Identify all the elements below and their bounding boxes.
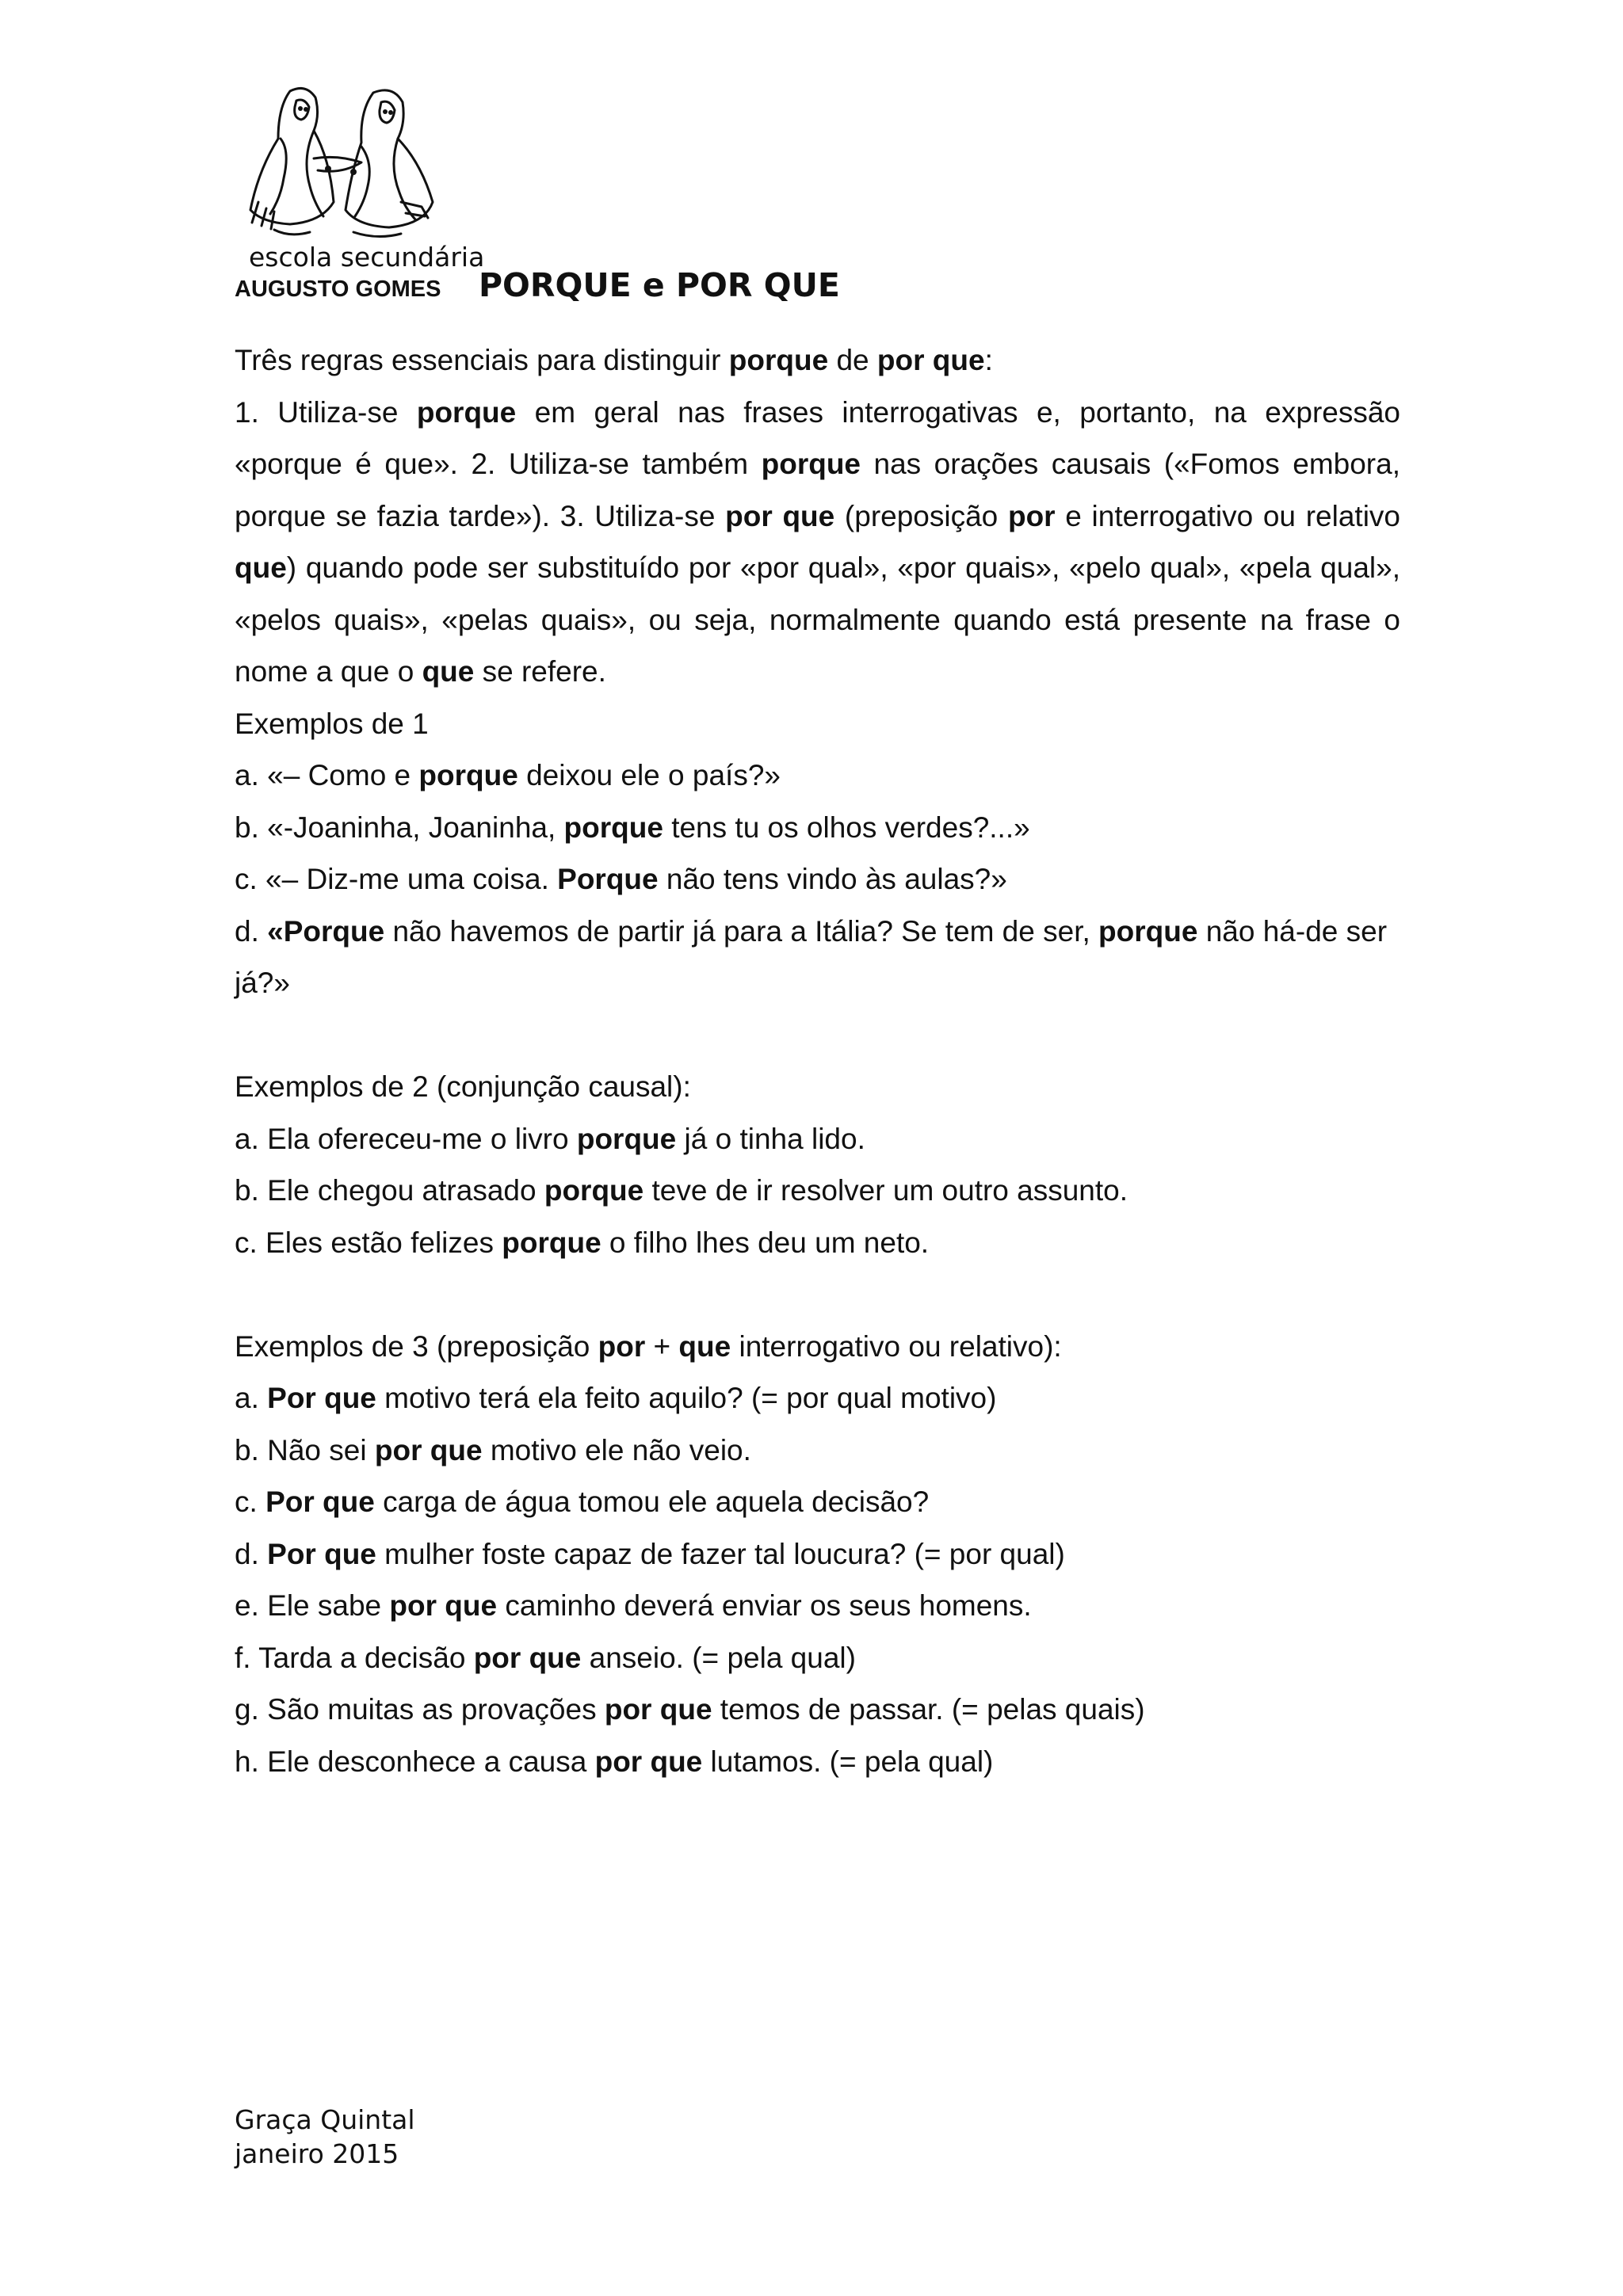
- example-2b: b. Ele chegou atrasado porque teve de ir resolver um outro assunto.: [235, 1174, 1128, 1207]
- document-footer: [235, 2103, 415, 2171]
- author-name: Graça Quintal: [235, 2104, 415, 2135]
- school-name: AUGUSTO GOMES: [235, 277, 441, 302]
- spacer: [235, 1268, 1400, 1321]
- example-3c: c. Por que carga de água tomou ele aquela decisão?: [235, 1486, 930, 1518]
- examples-1-heading: Exemplos de 1: [235, 707, 429, 740]
- example-2c: c. Eles estão felizes porque o filho lhes deu um neto.: [235, 1226, 930, 1259]
- document-header: [235, 83, 948, 313]
- example-1c: c. «– Diz-me uma coisa. Porque não tens vindo às aulas?»: [235, 863, 1007, 895]
- example-1a: a. «– Como e porque deixou ele o país?»: [235, 759, 781, 791]
- example-2a: a. Ela ofereceu-me o livro porque já o tinha lido.: [235, 1122, 865, 1155]
- intro-sentence: Três regras essenciais para distinguir porque de por que:: [235, 344, 993, 376]
- example-3h: h. Ele desconhece a causa por que lutamos. (= pela qual): [235, 1745, 994, 1778]
- rules-paragraph: 1. Utiliza-se porque em geral nas frases interrogativas e, portanto, na expressão «porque é que». 2. Utiliza-se também porque nas orações causais («Fomos embora, porque se fazia tarde»). 3. Utiliza-se por que (preposição por e interrogativo ou relativo que) quando pode ser substituído por «por qual», «por quais», «pelo qual», «pela qual», «pelos quais», «pelas quais», ou seja, normalmente quando está presente na frase o nome a que o que se refere.: [235, 395, 1400, 688]
- example-3e: e. Ele sabe por que caminho deverá enviar os seus homens.: [235, 1589, 1032, 1622]
- example-3g: g. São muitas as provações por que temos de passar. (= pelas quais): [235, 1693, 1145, 1726]
- examples-3-heading: Exemplos de 3 (preposição por + que interrogativo ou relativo):: [235, 1329, 1062, 1363]
- school-logo-illustration: [235, 83, 456, 246]
- document-title: PORQUE e POR QUE: [479, 266, 840, 304]
- examples-2-heading: Exemplos de 2 (conjunção causal):: [235, 1070, 691, 1103]
- example-3f: f. Tarda a decisão por que anseio. (= pela qual): [235, 1641, 856, 1674]
- example-3a: a. Por que motivo terá ela feito aquilo? (= por qual motivo): [235, 1382, 997, 1414]
- example-3d: d. Por que mulher foste capaz de fazer tal loucura? (= por qual): [235, 1537, 1065, 1570]
- example-1b: b. «-Joaninha, Joaninha, porque tens tu os olhos verdes?...»: [235, 810, 1030, 844]
- spacer: [235, 1009, 1400, 1062]
- document-date: janeiro 2015: [235, 2138, 399, 2169]
- example-1d: d. «Porque não havemos de partir já para a Itália? Se tem de ser, porque não há-de ser já?»: [235, 914, 1388, 999]
- school-label: escola secundária: [249, 242, 485, 273]
- document-body: [235, 334, 1400, 1787]
- example-3b: b. Não sei por que motivo ele não veio.: [235, 1433, 751, 1466]
